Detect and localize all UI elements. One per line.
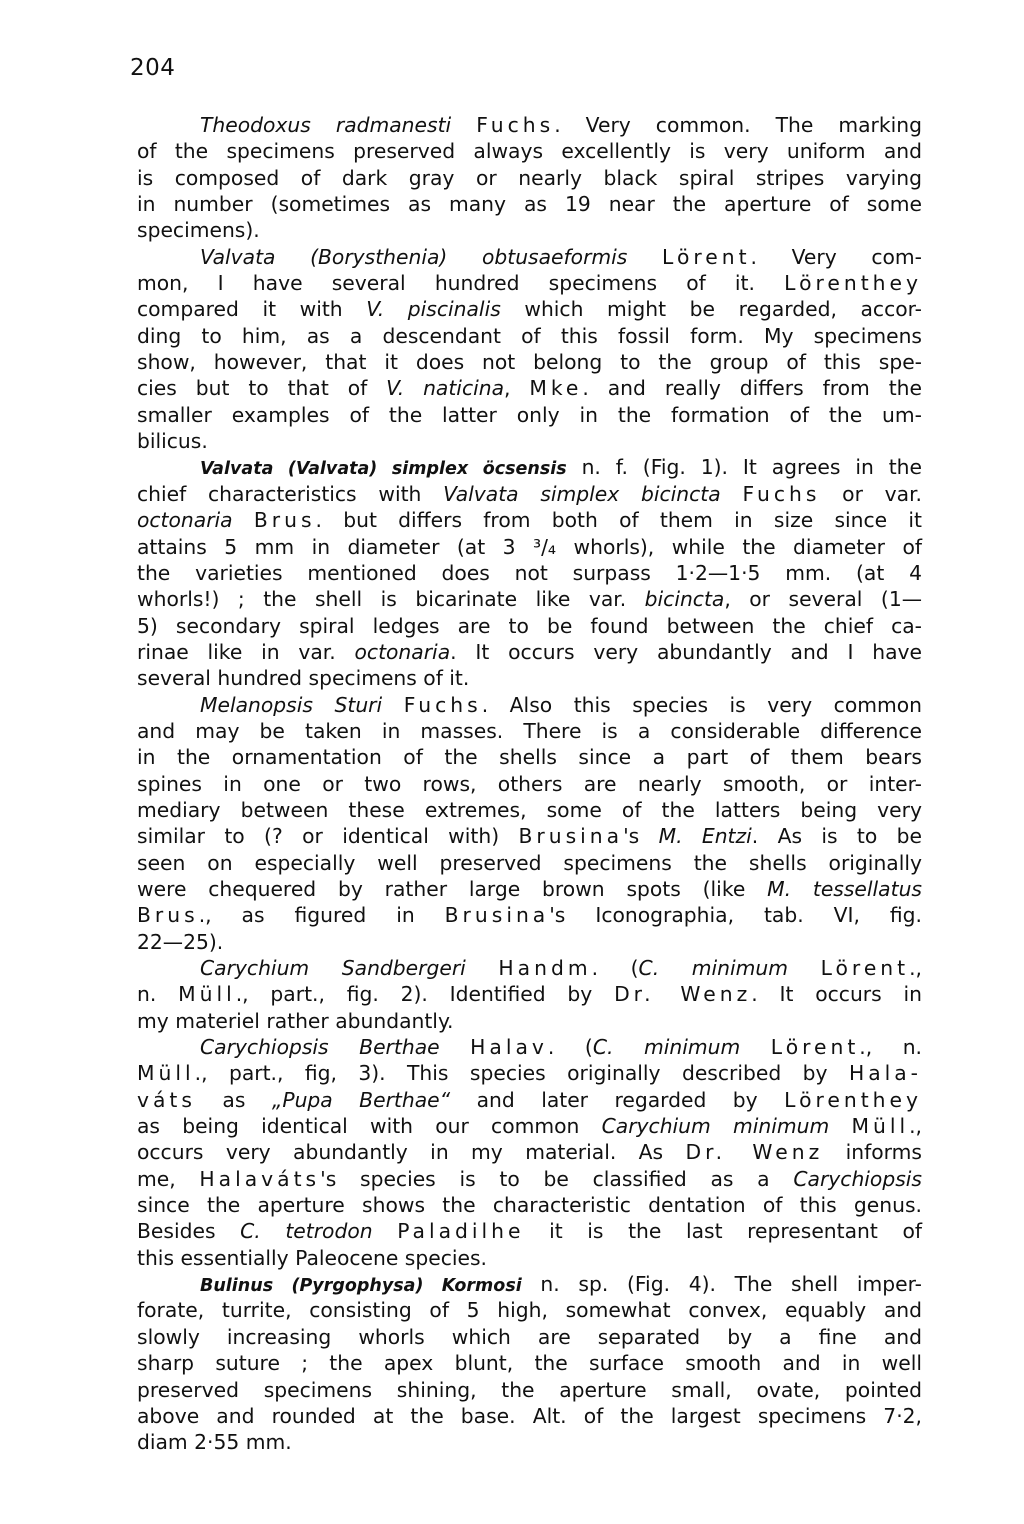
text-line <box>137 929 922 955</box>
text-run: the varieties mentioned does not surpass 1·2—1·5 mm. (at 4 <box>137 560 922 585</box>
text-line <box>137 981 922 1007</box>
text-run: cies but to that of <box>137 376 387 401</box>
text-line <box>137 1060 922 1086</box>
author-name: Müll <box>851 1114 910 1139</box>
text-line <box>137 507 922 533</box>
text-run: and later regarded by <box>450 1087 785 1112</box>
text-line <box>137 586 922 612</box>
author-name: Müll <box>137 1061 195 1086</box>
text-run: or var. <box>820 481 922 506</box>
text-line <box>137 876 922 902</box>
text-line <box>137 1324 922 1350</box>
taxon-name: Valvata (Valvata) simplex öcsensis <box>200 459 567 480</box>
text-line <box>137 217 922 243</box>
taxon-name: octonaria <box>354 639 451 664</box>
text-line <box>137 1166 922 1192</box>
text-run: 22—25). <box>137 929 224 954</box>
text-run: sharp suture ; the apex blunt, the surface smooth and in well <box>137 1351 922 1376</box>
text-run: occurs very abundantly in my material. As <box>137 1140 686 1165</box>
author-name: Brus <box>253 508 316 533</box>
author-name: Brus <box>137 903 199 928</box>
text-line <box>137 1245 922 1271</box>
text-run: as being identical with our common <box>137 1114 602 1139</box>
author-name: Hala- <box>848 1061 922 1086</box>
text-line <box>137 191 922 217</box>
author-name: Lörent <box>820 956 910 980</box>
text-run: n. f. (Fig. 1). It agrees in the <box>566 455 922 480</box>
text-line <box>137 692 922 718</box>
author-name: Lörent <box>770 1035 860 1060</box>
taxon-name: bicincta <box>644 587 725 612</box>
author-name: Paladilhe <box>397 1219 525 1244</box>
text-line <box>137 771 922 797</box>
text-run: of the specimens preserved always excellently is very uniform and <box>137 139 922 164</box>
author-name: Lörenthey <box>784 1087 922 1112</box>
author-name: Halaváts <box>199 1166 321 1191</box>
text-run <box>466 956 499 980</box>
text-run: above and rounded at the base. Alt. of the largest specimens 7·2, <box>137 1403 922 1428</box>
text-run: in number (sometimes as many as 19 near the aperture of some <box>137 192 922 217</box>
taxon-name: C. minimum <box>638 956 788 980</box>
text-run: preserved specimens shining, the aperture small, ovate, pointed <box>137 1377 922 1402</box>
text-run: attains 5 mm in diameter (at 3 ³/₄ whorls), while the diameter of <box>137 534 922 559</box>
text-run <box>451 113 476 137</box>
text-line <box>137 296 922 322</box>
text-run: specimens). <box>137 218 260 243</box>
text-run: this essentially Paleocene species. <box>137 1245 487 1270</box>
taxon-name: Carychiopsis <box>793 1166 922 1191</box>
taxon-name: Valvata (Borysthenia) obtusaeformis <box>200 244 628 269</box>
text-line <box>137 402 922 428</box>
text-line <box>137 428 922 454</box>
text-line <box>137 481 922 507</box>
author-name: váts <box>137 1087 196 1112</box>
taxon-name: Carychium Sandbergeri <box>200 956 466 980</box>
text-line <box>137 718 922 744</box>
taxon-name: C. minimum <box>592 1035 741 1060</box>
text-run: were chequered by rather large brown spots (like <box>137 876 768 901</box>
text-line <box>137 902 922 928</box>
text-run: rinae like in var. <box>137 639 355 664</box>
text-run: it is the last representant of <box>524 1219 922 1244</box>
text-run: is composed of dark gray or nearly black spiral stripes varying <box>137 165 922 190</box>
text-line <box>137 1034 922 1060</box>
taxon-name: M. Entzi <box>658 824 752 849</box>
text-line <box>137 1218 922 1244</box>
text-line <box>137 454 922 480</box>
taxon-name: Carychium minimum <box>601 1114 830 1139</box>
text-run <box>740 1035 771 1059</box>
text-run: seen on especially well preserved specimens the shells originally <box>137 850 922 875</box>
text-run <box>829 1114 851 1138</box>
text-run: bilicus. <box>137 429 208 454</box>
taxon-name: Bulinus (Pyrgophysa) Kormosi <box>200 1276 522 1297</box>
author-name: Fuchs <box>476 113 555 137</box>
text-line <box>137 850 922 876</box>
text-line <box>137 270 922 296</box>
text-run: my materiel rather abundantly. <box>137 1008 454 1033</box>
taxon-name: C. tetrodon <box>240 1219 373 1244</box>
author-name: Halav <box>470 1035 548 1060</box>
text-run: chief characteristics with <box>137 481 444 506</box>
text-run: slowly increasing whorls which are separated by a fine and <box>137 1324 922 1349</box>
text-line <box>137 1087 922 1113</box>
author-name: Fuchs <box>403 692 482 717</box>
text-run: . ( <box>591 956 639 980</box>
text-line <box>137 1377 922 1403</box>
text-line <box>137 1113 922 1139</box>
text-line <box>137 323 922 349</box>
text-run: and may be taken in masses. There is a considerable difference <box>137 718 922 743</box>
author-name: Dr. Wenz <box>685 1140 824 1165</box>
author-name: Brusina <box>444 903 550 928</box>
text-run: me, <box>137 1166 200 1191</box>
taxon-name: Carychiopsis Berthae <box>200 1035 440 1060</box>
text-run: . Very com- <box>750 244 923 269</box>
text-line <box>137 1297 922 1323</box>
text-line <box>137 534 922 560</box>
text-run <box>373 1219 398 1243</box>
taxon-name: V. piscinalis <box>366 297 501 322</box>
taxon-name: Theodoxus radmanesti <box>200 113 452 137</box>
text-line <box>137 665 922 691</box>
text-run: Besides <box>137 1219 241 1244</box>
text-line <box>137 1271 922 1297</box>
taxon-name: V. naticina <box>386 376 505 401</box>
text-run: . It occurs in <box>751 982 922 1007</box>
text-line <box>137 1429 922 1455</box>
author-name: Dr. Wenz <box>614 982 752 1007</box>
text-run: show, however, that it does not belong to the group of this spe- <box>137 350 922 375</box>
text-run <box>382 693 404 717</box>
text-run: ., part., fig. 2). Identified by <box>235 982 615 1007</box>
text-run: which might be regarded, accor- <box>500 297 923 322</box>
text-line <box>137 244 922 270</box>
text-run: , <box>504 376 530 401</box>
author-name: Müll <box>178 982 236 1007</box>
author-name: Lörenthey <box>784 271 922 296</box>
text-run <box>627 245 662 269</box>
text-run <box>721 482 743 506</box>
text-run: forate, turrite, consisting of 5 high, somewhat convex, equably and <box>137 1298 922 1323</box>
author-name: Brusina <box>518 824 624 849</box>
taxon-name: M. tessellatus <box>767 876 922 901</box>
text-run: 's species is to be classified as a <box>320 1166 794 1191</box>
author-name: Fuchs <box>742 481 821 506</box>
author-name: Mke <box>529 376 583 401</box>
author-name: Lörent <box>662 244 751 269</box>
taxon-name: octonaria <box>137 508 233 533</box>
text-run: mediary between these extremes, some of the latters being very <box>137 797 922 822</box>
text-line <box>137 1403 922 1429</box>
text-line <box>137 349 922 375</box>
text-run: 's <box>623 824 659 849</box>
text-run: similar to (? or identical with) <box>137 824 519 849</box>
text-run: smaller examples of the latter only in the formation of the um- <box>137 402 922 427</box>
text-run <box>788 956 821 980</box>
text-run: ., as figured in <box>198 903 445 928</box>
text-run: . but differs from both of them in size since it <box>315 508 922 533</box>
text-run: several hundred specimens of it. <box>137 666 470 691</box>
text-run: . and really differs from the <box>582 376 922 401</box>
text-run: since the aperture shows the characteristic dentation of this genus. <box>137 1193 922 1218</box>
text-run: whorls!) ; the shell is bicarinate like var. <box>137 587 645 612</box>
text-run: ., <box>909 956 923 980</box>
text-run: . It occurs very abundantly and I have <box>450 639 922 664</box>
text-run: in the ornamentation of the shells since a part of them bears <box>137 745 922 770</box>
text-run: 5) secondary spiral ledges are to be found between the chief ca- <box>137 613 922 638</box>
text-line <box>137 1008 922 1034</box>
text-run <box>233 508 254 532</box>
text-run: informs <box>823 1140 922 1165</box>
text-run: ., n. <box>859 1035 923 1060</box>
text-line <box>137 639 922 665</box>
text-run: spines in one or two rows, others are nearly smooth, or inter- <box>137 771 922 796</box>
text-line <box>137 613 922 639</box>
text-run: ., <box>909 1114 923 1139</box>
text-run: n. <box>137 982 179 1007</box>
text-run: compared it with <box>137 297 367 322</box>
taxon-name: Melanopsis Sturi <box>200 692 383 717</box>
text-run: . Very common. The marking <box>554 113 922 137</box>
text-line <box>137 165 922 191</box>
text-run: . ( <box>547 1035 593 1060</box>
body-text <box>137 112 922 1456</box>
text-line <box>137 375 922 401</box>
text-line <box>137 744 922 770</box>
text-line <box>137 560 922 586</box>
text-line <box>137 1350 922 1376</box>
text-line <box>137 823 922 849</box>
taxon-name: Valvata simplex bicincta <box>443 481 721 506</box>
text-run: . As is to be <box>751 824 922 849</box>
taxon-name: „Pupa Berthae“ <box>271 1087 451 1112</box>
text-run: 's Iconographia, tab. VI, fig. <box>549 903 922 928</box>
text-run: as <box>195 1087 272 1112</box>
text-run: mon, I have several hundred specimens of it. <box>137 271 785 296</box>
text-line <box>137 138 922 164</box>
text-line <box>137 112 922 138</box>
text-run: ding to him, as a descendant of this fossil form. My specimens <box>137 323 922 348</box>
text-run: ., part., fig, 3). This species originally described by <box>194 1061 849 1086</box>
page-number: 204 <box>130 55 176 81</box>
text-run: , or several (1— <box>724 587 922 612</box>
text-line <box>137 1139 922 1165</box>
text-line <box>137 955 922 981</box>
text-run: . Also this species is very common <box>481 692 922 717</box>
author-name: Handm <box>498 956 592 980</box>
text-run: diam 2·55 mm. <box>137 1430 292 1455</box>
text-run <box>440 1035 471 1059</box>
text-run: n. sp. (Fig. 4). The shell imper- <box>521 1272 922 1297</box>
text-line <box>137 797 922 823</box>
text-line <box>137 1192 922 1218</box>
